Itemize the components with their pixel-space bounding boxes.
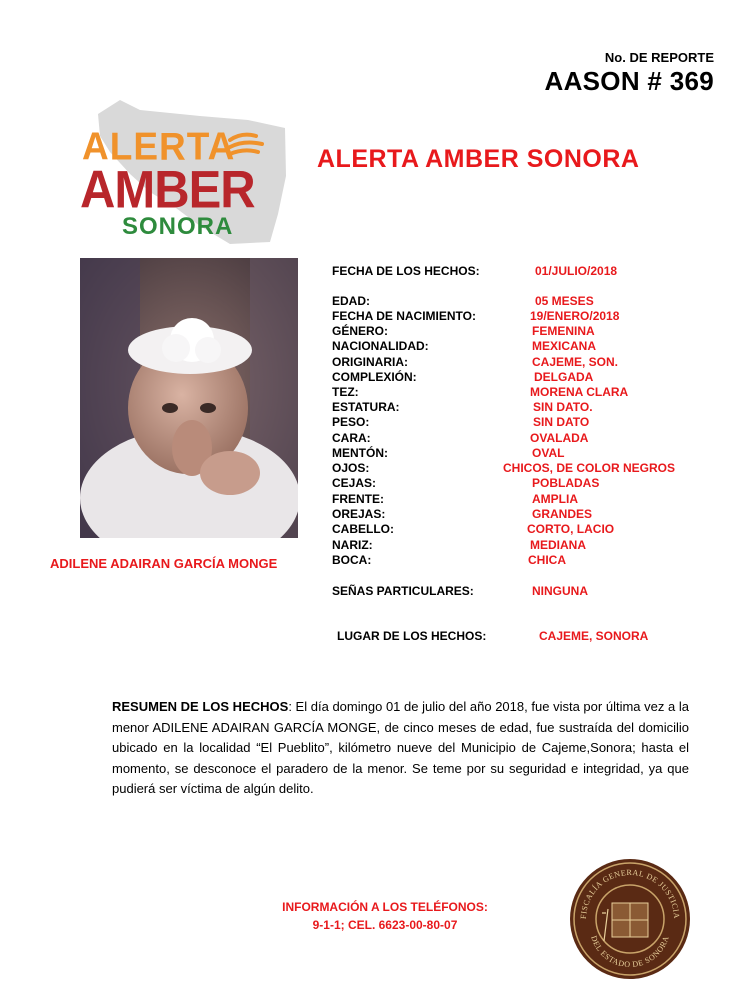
field-value: MEXICANA xyxy=(532,339,597,353)
report-number-block xyxy=(545,50,714,97)
field-label: ESTATURA: xyxy=(332,400,400,414)
summary-paragraph xyxy=(112,697,689,800)
summary-text: : El día domingo 01 de julio del año 2018, fue vista por última vez a la menor ADILENE ADAIRAN GARCÍA MONGE, de cinco meses de edad, fue sustraída del domicilio ubicado en la localidad “El Pueblito”, kilómetro nueve del Municipio de Cajeme,Sonora; hasta el momento, se desconoce el paradero de la menor. Se teme por su seguridad e integridad, ya que pudierá ser víctima de algún delito. xyxy=(112,699,690,796)
field-label: FECHA DE NACIMIENTO: xyxy=(332,309,476,323)
field-label: NARIZ: xyxy=(332,538,373,552)
field-value: POBLADAS xyxy=(532,476,600,490)
field-label: ORIGINARIA: xyxy=(332,355,408,369)
field-value: MORENA CLARA xyxy=(530,385,629,399)
contact-line-2: 9-1-1; CEL. 6623-00-80-07 xyxy=(312,918,458,932)
field-value: 01/JULIO/2018 xyxy=(535,264,618,278)
field-value: GRANDES xyxy=(532,507,593,521)
field-label: SEÑAS PARTICULARES: xyxy=(332,584,474,598)
field-label: OJOS: xyxy=(332,461,370,475)
field-value: AMPLIA xyxy=(532,492,578,506)
field-value: NINGUNA xyxy=(532,584,588,598)
field-value: CAJEME, SONORA xyxy=(539,629,649,643)
field-value: SIN DATO. xyxy=(533,400,593,414)
field-label: CARA: xyxy=(332,431,371,445)
field-label: MENTÓN: xyxy=(332,446,388,460)
report-number: AASON # 369 xyxy=(544,66,714,96)
logo-word-sonora: SONORA xyxy=(122,213,234,240)
field-value: DELGADA xyxy=(534,370,594,384)
summary-label: RESUMEN DE LOS HECHOS xyxy=(112,699,289,714)
report-number-label: No. DE REPORTE xyxy=(604,50,714,65)
field-label: COMPLEXIÓN: xyxy=(332,370,417,384)
field-label: EDAD: xyxy=(332,294,370,308)
field-value: FEMENINA xyxy=(532,324,595,338)
field-label: CEJAS: xyxy=(332,476,377,490)
field-label: PESO: xyxy=(332,415,370,429)
field-value: 05 MESES xyxy=(535,294,594,308)
field-label: TEZ: xyxy=(332,385,359,399)
field-label: CABELLO: xyxy=(332,522,394,536)
field-label: FECHA DE LOS HECHOS: xyxy=(332,264,480,278)
field-value: MEDIANA xyxy=(530,538,586,552)
field-value: CHICOS, DE COLOR NEGROS xyxy=(503,461,676,475)
field-value: CAJEME, SON. xyxy=(532,355,619,369)
svg-text:DEL ESTADO DE SONORA: DEL ESTADO DE SONORA xyxy=(589,934,671,970)
svg-text:FISCALÍA GENERAL DE JUSTICIA: FISCALÍA GENERAL DE JUSTICIA xyxy=(578,867,682,920)
field-value: OVALADA xyxy=(530,431,589,445)
field-label: GÉNERO: xyxy=(332,324,389,338)
field-label: LUGAR DE LOS HECHOS: xyxy=(337,629,487,643)
field-value: SIN DATO xyxy=(533,415,590,429)
fiscalia-seal-icon xyxy=(568,857,692,981)
child-name: ADILENE ADAIRAN GARCÍA MONGE xyxy=(50,556,278,571)
field-label: FRENTE: xyxy=(332,492,384,506)
contact-line-1: INFORMACIÓN A LOS TELÉFONOS: xyxy=(282,900,488,914)
page-title: ALERTA AMBER SONORA xyxy=(317,145,640,173)
alerta-amber-logo xyxy=(80,96,290,246)
field-label: BOCA: xyxy=(332,553,372,567)
logo-word-amber: AMBER xyxy=(80,160,255,220)
logo-word-alerta: ALERTA xyxy=(82,124,236,168)
field-value: CHICA xyxy=(528,553,566,567)
contact-info xyxy=(250,898,520,934)
field-value: CORTO, LACIO xyxy=(527,522,615,536)
child-photo xyxy=(80,258,298,538)
field-label: NACIONALIDAD: xyxy=(332,339,429,353)
field-value: OVAL xyxy=(532,446,565,460)
field-value: 19/ENERO/2018 xyxy=(530,309,620,323)
field-label: OREJAS: xyxy=(332,507,386,521)
